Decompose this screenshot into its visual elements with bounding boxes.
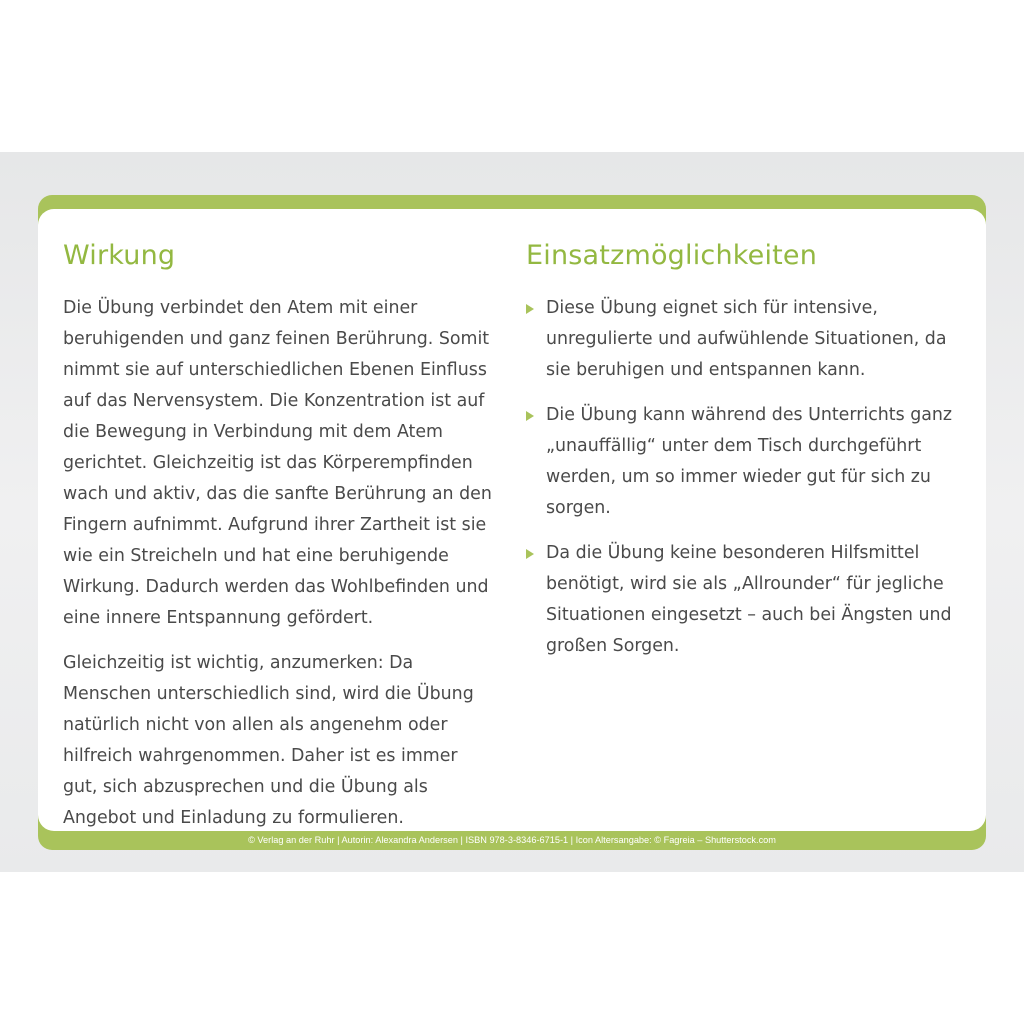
list-item (526, 400, 956, 524)
list-item-text: Da die Übung keine besonderen Hilfsmittel benötigt, wird sie als „Allrounder“ für jegliche Situationen eingesetzt – auch bei Ängsten und großen Sorgen. (546, 543, 952, 656)
wirkung-paragraph-1: Die Übung verbindet den Atem mit einer beruhigenden und ganz feinen Berührung. Somit nimmt sie auf unterschiedlichen Ebenen Einfluss auf das Nervensystem. Die Konzentration ist auf die Bewegung in Verbindung mit dem Atem gerichtet. Gleichzeitig ist das Körperempfinden wach und aktiv, das die sanfte Berührung an den Fingern aufnimmt. Aufgrund ihrer Zartheit ist sie wie ein Streicheln und hat eine beruhigende Wirkung. Dadurch werden das Wohlbefinden und eine innere Entspannung gefördert. (63, 298, 492, 628)
list-item (526, 293, 956, 386)
wirkung-column (63, 237, 503, 848)
einsatz-list (526, 293, 956, 662)
wirkung-heading: Wirkung (63, 240, 176, 271)
list-item (526, 538, 956, 662)
card-content (38, 209, 986, 831)
triangle-bullet-icon (526, 549, 534, 559)
triangle-bullet-icon (526, 304, 534, 314)
copyright-footer: © Verlag an der Ruhr | Autorin: Alexandra Andersen | ISBN 978-3-8346-6715-1 | Icon Altersangabe: © Fagreia – Shutterstock.com (248, 835, 776, 845)
triangle-bullet-icon (526, 411, 534, 421)
list-item-text: Diese Übung eignet sich für intensive, unregulierte und aufwühlende Situationen, da sie beruhigen und entspannen kann. (546, 298, 947, 380)
list-item-text: Die Übung kann während des Unterrichts ganz „unauffällig“ unter dem Tisch durchgeführt werden, um so immer wieder gut für sich zu sorgen. (546, 405, 953, 518)
info-card (38, 195, 986, 850)
einsatz-column (526, 237, 956, 676)
einsatz-heading: Einsatzmöglichkeiten (526, 240, 818, 271)
wirkung-paragraph-2: Gleichzeitig ist wichtig, anzumerken: Da Menschen unterschiedlich sind, wird die Übung natürlich nicht von allen als angenehm oder hilfreich wahrgenommen. Daher ist es immer gut, sich abzusprechen und die Übung als Angebot und Einladung zu formulieren. (63, 653, 474, 828)
